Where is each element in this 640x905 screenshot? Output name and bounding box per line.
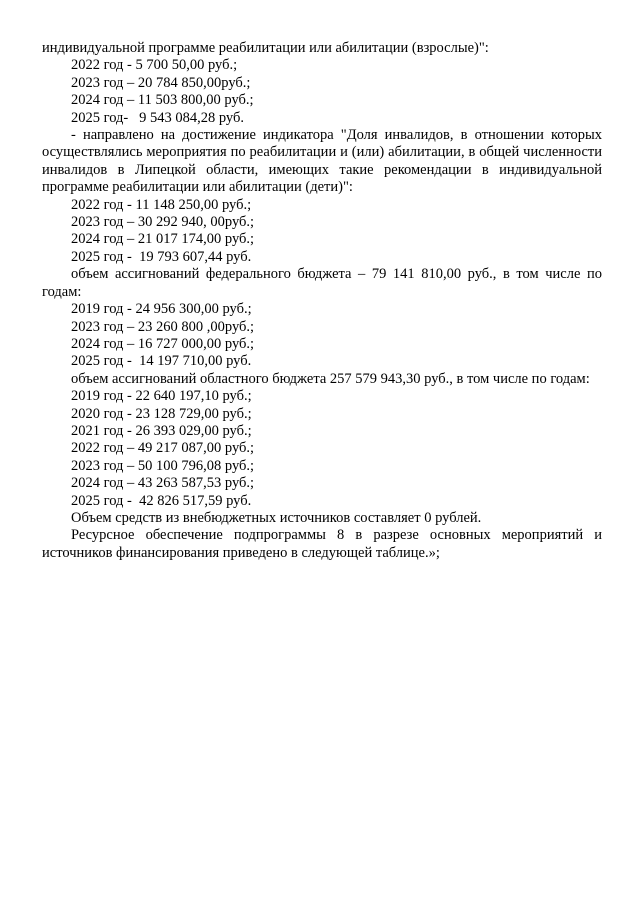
regional-year-2020: 2020 год - 23 128 729,00 руб.;: [71, 405, 252, 422]
intro-line: индивидуальной программе реабилитации или абилитации (взрослые)":: [42, 40, 489, 56]
adults-year-2025: 2025 год- 9 543 084,28 руб.: [71, 109, 244, 126]
resource-paragraph: Ресурсное обеспечение подпрограммы 8 в разрезе основных мероприятий и источников финансирования приведено в следующей таблице.»;: [42, 527, 602, 561]
federal-year-2025: 2025 год - 14 197 710,00 руб.: [71, 353, 252, 370]
federal-year-2023: 2023 год – 23 260 800 ,00руб.;: [71, 318, 255, 335]
children-year-2022: 2022 год - 11 148 250,00 руб.;: [71, 196, 252, 213]
children-indicator-paragraph: - направлено на достижение индикатора "Доля инвалидов, в отношении которых осуществлялись мероприятия по реабилитации и (или) абилитации, в общей численности инвалидов в Липецкой области, имеющих такие рекомендации в индивидуальной программе реабилитации или абилитации (дети)":: [42, 127, 602, 196]
adults-year-2022: 2022 год - 5 700 50,00 руб.;: [71, 57, 238, 74]
adults-year-2023: 2023 год – 20 784 850,00руб.;: [71, 74, 251, 91]
regional-year-2023: 2023 год – 50 100 796,08 руб.;: [71, 457, 255, 474]
federal-year-2024: 2024 год – 16 727 000,00 руб.;: [71, 335, 255, 352]
regional-year-2019: 2019 год - 22 640 197,10 руб.;: [71, 388, 252, 405]
regional-year-2025: 2025 год - 42 826 517,59 руб.: [71, 492, 252, 509]
extrabudget-line: Объем средств из внебюджетных источников составляет 0 рублей.: [71, 509, 482, 526]
children-year-2023: 2023 год – 30 292 940, 00руб.;: [71, 214, 255, 231]
document-page: [42, 40, 602, 562]
children-year-2025: 2025 год - 19 793 607,44 руб.: [71, 248, 252, 265]
federal-budget-paragraph: объем ассигнований федерального бюджета – 79 141 810,00 руб., в том числе по годам:: [42, 266, 602, 300]
children-year-2024: 2024 год – 21 017 174,00 руб.;: [71, 231, 255, 248]
regional-budget-paragraph: объем ассигнований областного бюджета 257 579 943,30 руб., в том числе по годам:: [71, 370, 590, 387]
federal-year-2019: 2019 год - 24 956 300,00 руб.;: [71, 301, 252, 318]
adults-year-2024: 2024 год – 11 503 800,00 руб.;: [71, 92, 254, 109]
regional-year-2021: 2021 год - 26 393 029,00 руб.;: [71, 422, 252, 439]
regional-year-2022: 2022 год – 49 217 087,00 руб.;: [71, 440, 255, 457]
regional-year-2024: 2024 год – 43 263 587,53 руб.;: [71, 475, 255, 492]
